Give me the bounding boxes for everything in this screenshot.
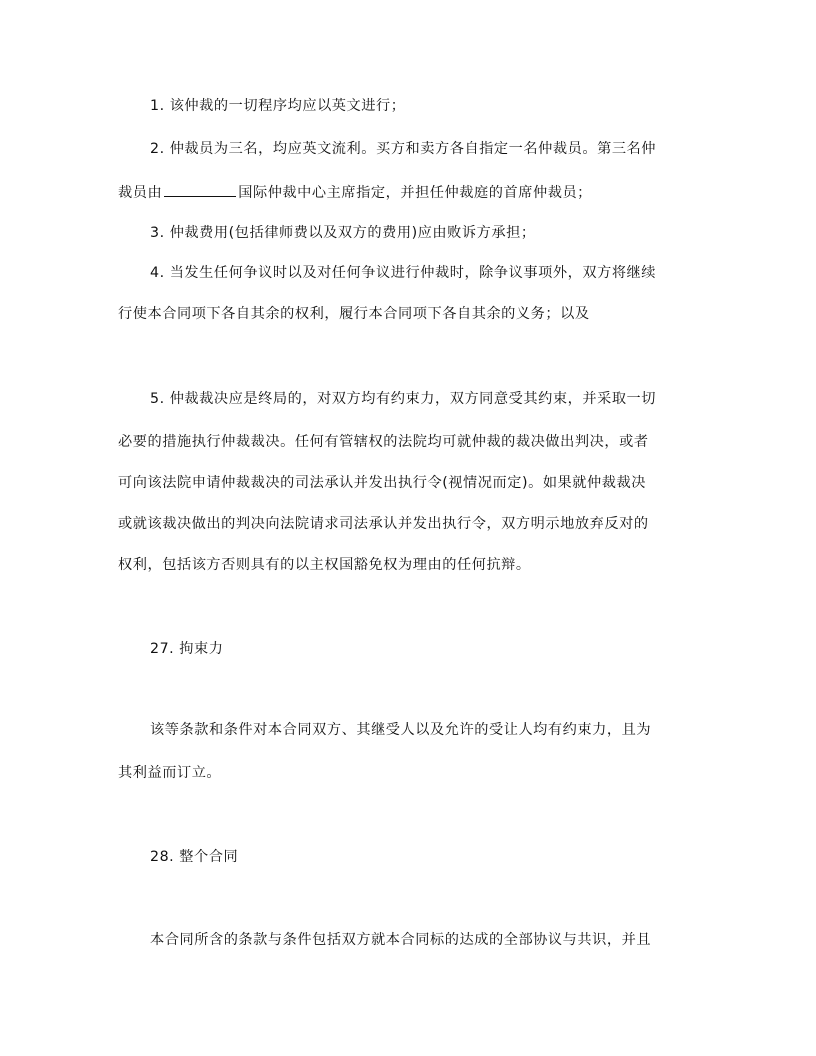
clause-item-2-text-a: 裁员由 [118,185,163,201]
clause-item-2-text-b: 国际仲裁中心主席指定，并担任仲裁庭的首席仲裁员； [238,185,592,201]
section-28-heading: 28. 整个合同 [150,849,239,865]
clause-item-5-line-2: 必要的措施执行仲裁裁决。任何有管辖权的法院均可就仲裁的裁决做出判决，或者 [118,434,649,450]
clause-item-4-line-1: 4. 当发生任何争议时以及对任何争议进行仲裁时，除争议事项外，双方将继续 [150,265,657,281]
fill-in-blank [164,182,236,197]
section-27-line-1: 该等条款和条件对本合同双方、其继受人以及允许的受让人均有约束力，且为 [150,722,652,738]
clause-item-2-line-2 [118,182,592,203]
clause-item-5-line-4: 或就该裁决做出的判决向法院请求司法承认并发出执行令，双方明示地放弃反对的 [118,516,649,532]
clause-item-5-line-5: 权利，包括该方否则具有的以主权国豁免权为理由的任何抗辩。 [118,557,531,573]
clause-item-5-line-3: 可向该法院申请仲裁裁决的司法承认并发出执行令(视情况而定)。如果就仲裁裁决 [118,475,646,491]
clause-item-2-line-1: 2. 仲裁员为三名，均应英文流利。买方和卖方各自指定一名仲裁员。第三名仲 [150,141,657,157]
section-27-heading: 27. 拘束力 [150,641,224,657]
clause-item-4-line-2: 行使本合同项下各自其余的权利，履行本合同项下各自其余的义务；以及 [118,306,590,322]
clause-item-5-line-1: 5. 仲裁裁决应是终局的，对双方均有约束力，双方同意受其约束，并采取一切 [150,391,657,407]
section-27-line-2: 其利益而订立。 [118,765,222,781]
section-28-line-1: 本合同所含的条款与条件包括双方就本合同标的达成的全部协议与共识，并且 [150,932,652,948]
clause-item-1: 1. 该仲裁的一切程序均应以英文进行； [150,98,406,114]
clause-item-3: 3. 仲裁费用(包括律师费以及双方的费用)应由败诉方承担； [150,225,536,241]
